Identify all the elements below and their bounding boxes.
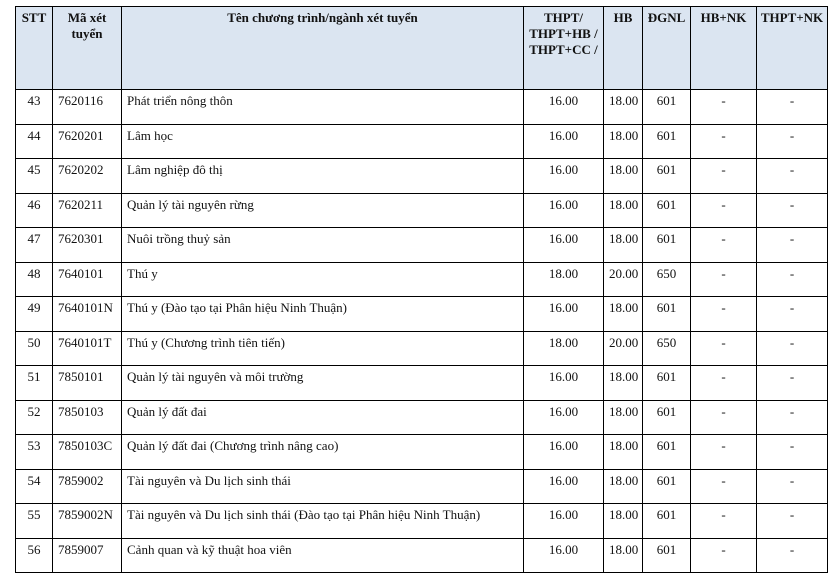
cell-thpt: 16.00 <box>524 90 604 125</box>
cell-thpt: 16.00 <box>524 504 604 539</box>
table-row <box>16 504 828 539</box>
cell-code: 7640101T <box>53 331 122 366</box>
cell-hb-nk: - <box>691 297 757 332</box>
cell-hb: 18.00 <box>604 538 643 573</box>
cell-name: Tài nguyên và Du lịch sinh thái (Đào tạo tại Phân hiệu Ninh Thuận) <box>122 504 524 539</box>
cell-thpt: 16.00 <box>524 297 604 332</box>
header-name: Tên chương trình/ngành xét tuyển <box>122 7 524 90</box>
cell-hb: 20.00 <box>604 331 643 366</box>
cell-code: 7620211 <box>53 193 122 228</box>
table-row <box>16 366 828 401</box>
cell-code: 7859007 <box>53 538 122 573</box>
cell-hb-nk: - <box>691 504 757 539</box>
cell-hb-nk: - <box>691 366 757 401</box>
cell-thpt: 16.00 <box>524 538 604 573</box>
cell-dgnl: 650 <box>643 331 691 366</box>
header-hb-nk: HB+NK <box>691 7 757 90</box>
cell-hb: 18.00 <box>604 504 643 539</box>
cell-name: Nuôi trồng thuỷ sản <box>122 228 524 263</box>
cell-hb-nk: - <box>691 331 757 366</box>
cell-dgnl: 601 <box>643 469 691 504</box>
header-row <box>16 7 828 90</box>
cell-hb-nk: - <box>691 469 757 504</box>
cell-hb-nk: - <box>691 262 757 297</box>
cell-stt: 53 <box>16 435 53 470</box>
cell-hb: 18.00 <box>604 193 643 228</box>
table-row <box>16 297 828 332</box>
cell-hb-nk: - <box>691 193 757 228</box>
header-hb: HB <box>604 7 643 90</box>
cell-stt: 51 <box>16 366 53 401</box>
cell-code: 7620301 <box>53 228 122 263</box>
cell-hb: 18.00 <box>604 366 643 401</box>
cell-name: Thú y (Đào tạo tại Phân hiệu Ninh Thuận) <box>122 297 524 332</box>
header-code: Mã xét tuyển <box>53 7 122 90</box>
cell-thpt-nk: - <box>757 504 828 539</box>
cell-name: Lâm nghiệp đô thị <box>122 159 524 194</box>
table-row <box>16 469 828 504</box>
cell-dgnl: 601 <box>643 193 691 228</box>
table-row <box>16 331 828 366</box>
cell-hb: 18.00 <box>604 159 643 194</box>
cell-hb-nk: - <box>691 228 757 263</box>
cell-stt: 49 <box>16 297 53 332</box>
cell-name: Thú y <box>122 262 524 297</box>
cell-dgnl: 601 <box>643 400 691 435</box>
cell-dgnl: 601 <box>643 504 691 539</box>
table-body <box>16 90 828 573</box>
cell-name: Lâm học <box>122 124 524 159</box>
cell-stt: 45 <box>16 159 53 194</box>
cell-hb: 20.00 <box>604 262 643 297</box>
cell-stt: 43 <box>16 90 53 125</box>
cell-thpt: 16.00 <box>524 124 604 159</box>
header-thpt-nk: THPT+NK <box>757 7 828 90</box>
cell-thpt-nk: - <box>757 400 828 435</box>
cell-name: Thú y (Chương trình tiên tiến) <box>122 331 524 366</box>
cell-thpt-nk: - <box>757 469 828 504</box>
cell-dgnl: 650 <box>643 262 691 297</box>
cell-hb-nk: - <box>691 159 757 194</box>
cell-stt: 55 <box>16 504 53 539</box>
cell-name: Quản lý đất đai (Chương trình nâng cao) <box>122 435 524 470</box>
cell-code: 7620202 <box>53 159 122 194</box>
table-row <box>16 124 828 159</box>
header-thpt: THPT/ THPT+HB / THPT+CC / <box>524 7 604 90</box>
cell-hb: 18.00 <box>604 90 643 125</box>
table-row <box>16 262 828 297</box>
table-row <box>16 228 828 263</box>
header-dgnl: ĐGNL <box>643 7 691 90</box>
cell-thpt: 16.00 <box>524 159 604 194</box>
admissions-table <box>15 6 828 573</box>
cell-code: 7850101 <box>53 366 122 401</box>
cell-dgnl: 601 <box>643 297 691 332</box>
cell-hb: 18.00 <box>604 297 643 332</box>
cell-stt: 56 <box>16 538 53 573</box>
table-row <box>16 435 828 470</box>
cell-dgnl: 601 <box>643 228 691 263</box>
cell-name: Quản lý tài nguyên rừng <box>122 193 524 228</box>
cell-hb-nk: - <box>691 90 757 125</box>
cell-dgnl: 601 <box>643 124 691 159</box>
cell-name: Tài nguyên và Du lịch sinh thái <box>122 469 524 504</box>
cell-hb-nk: - <box>691 124 757 159</box>
table-row <box>16 90 828 125</box>
cell-code: 7859002 <box>53 469 122 504</box>
cell-thpt: 16.00 <box>524 228 604 263</box>
cell-dgnl: 601 <box>643 90 691 125</box>
cell-thpt: 16.00 <box>524 366 604 401</box>
cell-thpt: 18.00 <box>524 262 604 297</box>
cell-dgnl: 601 <box>643 538 691 573</box>
cell-name: Cảnh quan và kỹ thuật hoa viên <box>122 538 524 573</box>
cell-code: 7640101N <box>53 297 122 332</box>
table-row <box>16 193 828 228</box>
cell-stt: 46 <box>16 193 53 228</box>
cell-code: 7640101 <box>53 262 122 297</box>
cell-stt: 54 <box>16 469 53 504</box>
header-stt: STT <box>16 7 53 90</box>
cell-name: Quản lý tài nguyên và môi trường <box>122 366 524 401</box>
cell-name: Quản lý đất đai <box>122 400 524 435</box>
cell-code: 7620201 <box>53 124 122 159</box>
cell-hb-nk: - <box>691 435 757 470</box>
cell-code: 7859002N <box>53 504 122 539</box>
cell-thpt-nk: - <box>757 366 828 401</box>
cell-thpt-nk: - <box>757 193 828 228</box>
cell-dgnl: 601 <box>643 366 691 401</box>
cell-thpt-nk: - <box>757 435 828 470</box>
cell-thpt-nk: - <box>757 228 828 263</box>
cell-code: 7850103 <box>53 400 122 435</box>
cell-stt: 44 <box>16 124 53 159</box>
table-row <box>16 159 828 194</box>
cell-thpt: 16.00 <box>524 193 604 228</box>
cell-thpt: 16.00 <box>524 435 604 470</box>
cell-hb-nk: - <box>691 538 757 573</box>
table-row <box>16 538 828 573</box>
cell-thpt-nk: - <box>757 159 828 194</box>
cell-stt: 48 <box>16 262 53 297</box>
cell-thpt: 16.00 <box>524 469 604 504</box>
table-row <box>16 400 828 435</box>
cell-hb-nk: - <box>691 400 757 435</box>
cell-thpt-nk: - <box>757 262 828 297</box>
cell-hb: 18.00 <box>604 435 643 470</box>
cell-stt: 52 <box>16 400 53 435</box>
cell-thpt: 16.00 <box>524 400 604 435</box>
cell-dgnl: 601 <box>643 159 691 194</box>
cell-thpt-nk: - <box>757 297 828 332</box>
cell-thpt-nk: - <box>757 331 828 366</box>
cell-code: 7850103C <box>53 435 122 470</box>
cell-hb: 18.00 <box>604 228 643 263</box>
cell-hb: 18.00 <box>604 124 643 159</box>
cell-thpt-nk: - <box>757 538 828 573</box>
cell-hb: 18.00 <box>604 400 643 435</box>
cell-thpt-nk: - <box>757 124 828 159</box>
cell-thpt-nk: - <box>757 90 828 125</box>
cell-hb: 18.00 <box>604 469 643 504</box>
cell-stt: 50 <box>16 331 53 366</box>
cell-stt: 47 <box>16 228 53 263</box>
cell-dgnl: 601 <box>643 435 691 470</box>
cell-thpt: 18.00 <box>524 331 604 366</box>
cell-name: Phát triển nông thôn <box>122 90 524 125</box>
cell-code: 7620116 <box>53 90 122 125</box>
